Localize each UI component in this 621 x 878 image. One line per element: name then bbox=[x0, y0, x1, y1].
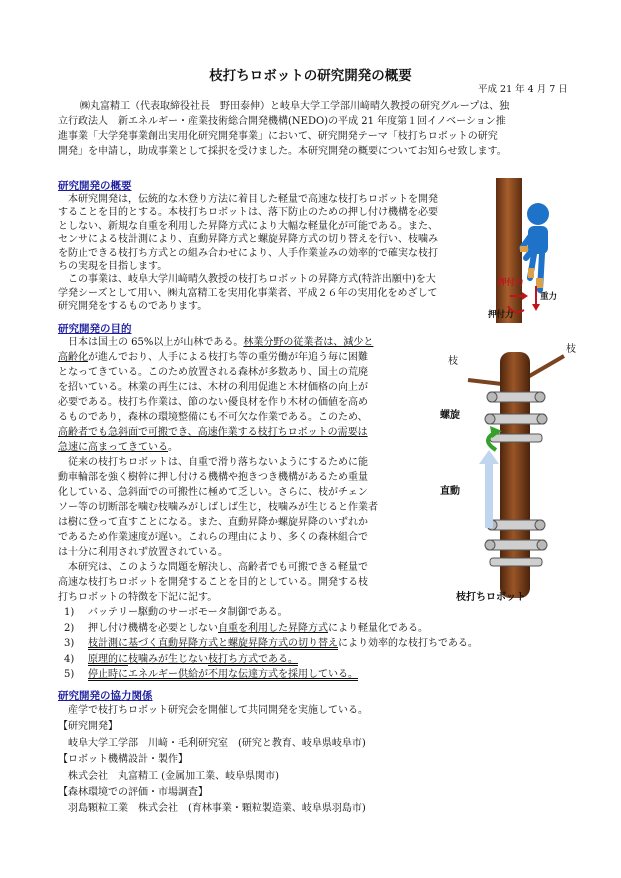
text-line: することを目的とする。本枝打ちロボットは、落下防止のための押し付け機構を必要 bbox=[58, 207, 438, 219]
tree-trunk bbox=[496, 178, 522, 323]
text-run: により効率的な枝打ちである。 bbox=[338, 638, 478, 650]
text-line bbox=[58, 425, 378, 440]
text-run: 押し付け機構を必要としない bbox=[88, 622, 218, 634]
intro-paragraph bbox=[58, 99, 509, 159]
feature-list bbox=[64, 605, 478, 683]
feature-item bbox=[64, 605, 478, 621]
section-heading-overview: 研究開発の概要 bbox=[58, 180, 132, 192]
text-line bbox=[58, 575, 378, 590]
branch-right bbox=[526, 356, 564, 378]
label-branch-right: 枝 bbox=[566, 344, 576, 355]
text-line bbox=[58, 485, 378, 500]
text-line: 株式会社 丸富精工 (金属加工業、岐阜県関市) bbox=[58, 770, 279, 782]
text-run: 打ちロボットの特徴を下記に記す。 bbox=[58, 592, 218, 603]
text-line bbox=[58, 410, 378, 425]
text-run: 高速な枝打ちロボットを開発することを目的としている。開発する枝 bbox=[58, 577, 368, 588]
text-run: 枝打ち方式である。 bbox=[208, 653, 298, 665]
feature-number: 3) bbox=[64, 638, 75, 650]
text-run: 急速に高まってきている bbox=[58, 442, 168, 453]
text-line: 【ロボット機構設計・製作】 bbox=[58, 754, 188, 766]
branch-left bbox=[468, 380, 502, 384]
figure-climbing-principle bbox=[476, 178, 582, 323]
label-branch-left: 枝 bbox=[448, 356, 458, 367]
text-run: 従来の枝打ちロボットは、自重で滑り落ちないようにするために能 bbox=[58, 457, 368, 468]
text-line bbox=[58, 545, 378, 560]
text-line: 研究開発をするものであります。 bbox=[58, 301, 208, 313]
text-line bbox=[58, 350, 378, 365]
text-run: 化している、急斜面での可搬性に極めて乏しい。さらに、枝がチェン bbox=[58, 487, 368, 498]
document-date: 平成 21 年 4 月 7 日 bbox=[478, 84, 568, 95]
text-line bbox=[58, 380, 378, 395]
text-line: としない、新規な自重を利用した昇降方式により大幅な軽量化が可能である。また、 bbox=[58, 220, 438, 232]
cooperation-paragraph bbox=[58, 703, 368, 818]
pruning-robot-illustration bbox=[430, 334, 590, 604]
label-spiral: 螺旋 bbox=[440, 410, 460, 421]
text-line bbox=[58, 470, 378, 485]
feature-number: 2) bbox=[64, 622, 75, 634]
feature-number: 1) bbox=[64, 607, 75, 618]
intro-line: 開発」を申請し，助成事業として採択を受けました。本研究開発の概要についてお知らせ致します。 bbox=[58, 146, 507, 157]
linear-arrow bbox=[485, 462, 493, 528]
figure-caption-pruning-robot: 枝打ちロボット bbox=[456, 592, 526, 603]
text-line: 学発シーズとして用い、㈱丸富精工を実用化事業者、平成２６年の実用化をめざして bbox=[58, 287, 438, 299]
text-line: ちの実現を目指します。 bbox=[58, 261, 168, 273]
intro-line: 進事業「大学発事業創出実用化研究開発事業」において、研究開発テーマ「枝打ちロボットの研究 bbox=[58, 131, 498, 142]
text-line bbox=[58, 365, 378, 380]
text-run: ソー等の切断部を噛む枝噛みがしばしば生じ，枝噛みが生じると作業者 bbox=[58, 502, 378, 513]
overview-paragraph bbox=[58, 193, 438, 314]
text-line: この事業は、岐阜大学川﨑晴久教授の枝打ちロボットの昇降方式(特許出願中)を大 bbox=[58, 274, 436, 286]
text-run: 日本は国土の 65%以上が山林である。 bbox=[58, 337, 244, 348]
label-push-force-upper: 押付力 bbox=[498, 278, 524, 288]
feature-item bbox=[64, 621, 478, 637]
text-line bbox=[58, 455, 378, 470]
purpose-paragraph bbox=[58, 335, 378, 605]
text-line bbox=[58, 500, 378, 515]
text-run: となってきている。このため放置される森林が多数あり、国土の荒廃 bbox=[58, 367, 368, 378]
text-run: 高齢化 bbox=[58, 352, 88, 363]
text-run: 本研究は、このような問題を解決し、高齢者でも可搬できる軽量で bbox=[58, 562, 368, 573]
text-run: 枝噛みが生じない bbox=[128, 653, 208, 665]
text-run: であるため作業速度が遅い。これらの理由により、多くの森林組合で bbox=[58, 532, 368, 543]
section-heading-purpose: 研究開発の目的 bbox=[58, 323, 132, 335]
text-run: は十分に利用されず放置されている。 bbox=[58, 547, 228, 558]
feature-item bbox=[64, 667, 478, 683]
feature-item bbox=[64, 652, 478, 668]
text-line bbox=[58, 530, 378, 545]
label-push-force-lower: 押付力 bbox=[488, 310, 514, 320]
label-gravity: 重力 bbox=[540, 292, 558, 302]
text-run: るものであり，森林の環境整備にも不可欠な作業である。このため、 bbox=[58, 412, 368, 423]
text-run: 林業分野の従業者は、減少と bbox=[243, 337, 374, 348]
feature-number: 5) bbox=[64, 669, 75, 681]
text-run: 自重を利用した昇降方式 bbox=[218, 622, 328, 634]
text-line bbox=[58, 515, 378, 530]
label-linear: 直動 bbox=[440, 486, 460, 497]
text-run: 必要である。枝打ち作業は、節のない優良材を作り木材の価値を高め bbox=[58, 397, 368, 408]
text-run: 。 bbox=[168, 442, 178, 453]
intro-line: ㈱丸富精工（代表取締役社長 野田泰伸）と岐阜大学工学部川﨑晴久教授の研究グループは、独 bbox=[80, 101, 510, 112]
climbing-figure-illustration bbox=[476, 178, 582, 323]
text-line: センサによる枝計測により、直動昇降方式と螺旋昇降方式の切り替えを行い、枝噛み bbox=[58, 234, 438, 246]
text-run: 動車輪部を強く樹幹に押し付ける機構や抱きつき機構があるため重量 bbox=[58, 472, 368, 483]
text-line: 岐阜大学工学部 川﨑・毛利研究室 (研究と教育、岐阜県岐阜市) bbox=[58, 737, 366, 749]
text-run: 停止時にエネルギー供給が不用な伝達方式を採用している。 bbox=[88, 669, 358, 681]
page-title: 枝打ちロボットの研究開発の概要 bbox=[209, 68, 412, 84]
text-line: 【研究開発】 bbox=[58, 721, 118, 733]
section-heading-cooperation: 研究開発の協力関係 bbox=[58, 690, 153, 702]
text-line: を防止できる枝打ち方式との組み合わせにより、人手作業並みの効率的で確実な枝打 bbox=[58, 247, 438, 259]
intro-line: 立行政法人 新エネルギー・産業技術総合開発機構(NEDO)の平成 21 年度第１回イノベーション推 bbox=[58, 116, 506, 127]
text-run: 原理的に bbox=[88, 653, 128, 665]
text-line: 【森林環境での評価・市場調査】 bbox=[58, 787, 208, 799]
text-line: 産学で枝打ちロボット研究会を開催して共同開発を実施している。 bbox=[58, 705, 368, 716]
text-line: 本研究開発は，伝統的な木登り方法に着目した軽量で高速な枝打ちロボットを開発 bbox=[58, 194, 438, 205]
feature-item bbox=[64, 636, 478, 652]
text-line bbox=[58, 440, 378, 455]
text-run: を招いている。林業の再生には、木材の利用促進と木材価格の向上が bbox=[58, 382, 368, 393]
text-run: バッテリー駆動のサーボモータ制御である。 bbox=[88, 607, 288, 618]
text-run: は樹に登って直すことになる。また、直動昇降か螺旋昇降のいずれか bbox=[58, 517, 368, 528]
feature-number: 4) bbox=[64, 653, 75, 665]
text-run: により軽量化である。 bbox=[328, 622, 428, 634]
text-line bbox=[58, 560, 378, 575]
text-line bbox=[58, 590, 378, 605]
figure-head bbox=[527, 203, 549, 225]
text-run: が進んでおり、人手による枝打ち等の重労働が年追う毎に困難 bbox=[88, 352, 368, 363]
figure-pruning-robot bbox=[430, 334, 590, 604]
text-run: 高齢者でも急斜面で可搬でき、高速作業する枝打ちロボットの需要は bbox=[58, 427, 368, 438]
text-run: 枝計測に基づく直動昇降方式と螺旋昇降方式の切り替え bbox=[88, 638, 338, 650]
text-line: 羽島顆粒工業 株式会社 (育林事業・顆粒製造業、岐阜県羽島市) bbox=[58, 803, 366, 815]
text-line bbox=[58, 335, 378, 350]
text-line bbox=[58, 395, 378, 410]
